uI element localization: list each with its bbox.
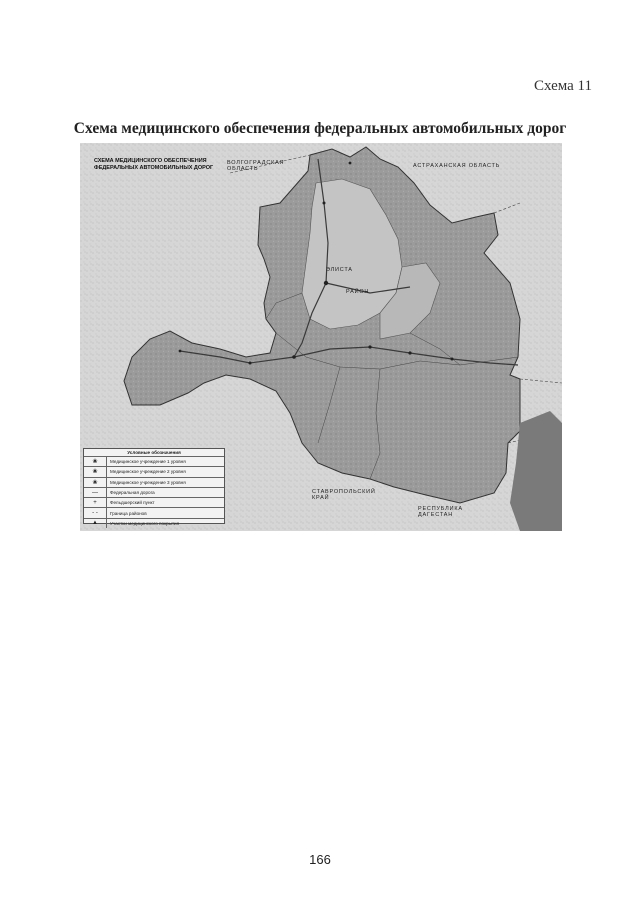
- legend-label: Медицинское учреждение 2 уровня: [110, 469, 186, 475]
- document-title: Схема медицинского обеспечения федеральных автомобильных дорог: [73, 120, 567, 137]
- medical-post-icon: +: [84, 498, 107, 507]
- medical-level-3-icon: ❀: [84, 478, 107, 487]
- legend-label: Федеральная дорога: [110, 490, 155, 496]
- legend-label: Медицинское учреждение 1 уровня: [110, 459, 186, 465]
- legend-row: [84, 456, 224, 466]
- legend-row: [84, 466, 224, 476]
- legend-row: [84, 497, 224, 507]
- coverage-area-icon: ▲: [84, 519, 107, 528]
- legend-row: [84, 507, 224, 517]
- legend-title: Условные обозначения: [127, 450, 181, 455]
- region-label-astrakhan: АСТРАХАНСКАЯ ОБЛАСТЬ: [413, 163, 501, 169]
- city-label-capital: ЭЛИСТА: [326, 267, 353, 273]
- legend-row: [84, 477, 224, 487]
- district-label: РАЙОН: [346, 289, 370, 295]
- legend-label: Граница районов: [110, 510, 147, 516]
- map-figure: [80, 143, 562, 531]
- legend-row: [84, 487, 224, 497]
- road-line-icon: —: [84, 488, 107, 497]
- map-legend: [83, 448, 225, 527]
- region-label-stavropol: СТАВРОПОЛЬСКИЙ КРАЙ: [312, 489, 376, 501]
- scheme-number-label: Схема 11: [533, 78, 592, 94]
- legend-label: Медицинское учреждение 3 уровня: [110, 479, 186, 485]
- medical-level-2-icon: ❀: [84, 467, 107, 476]
- boundary-line-icon: - -: [84, 508, 107, 517]
- region-label-volgograd: ВОЛГОГРАДСКАЯ ОБЛАСТЬ: [227, 160, 285, 172]
- page-number: 166: [309, 852, 331, 867]
- legend-label: Участки медицинского покрытия: [110, 520, 180, 526]
- map-caption: СХЕМА МЕДИЦИНСКОГО ОБЕСПЕЧЕНИЯ ФЕДЕРАЛЬНЫХ АВТОМОБИЛЬНЫХ ДОРОГ: [94, 158, 214, 171]
- legend-row: [84, 518, 224, 528]
- region-label-dagestan: РЕСПУБЛИКА ДАГЕСТАН: [418, 506, 463, 518]
- legend-label: Фельдшерский пункт: [110, 500, 155, 506]
- medical-level-1-icon: ❀: [84, 457, 107, 466]
